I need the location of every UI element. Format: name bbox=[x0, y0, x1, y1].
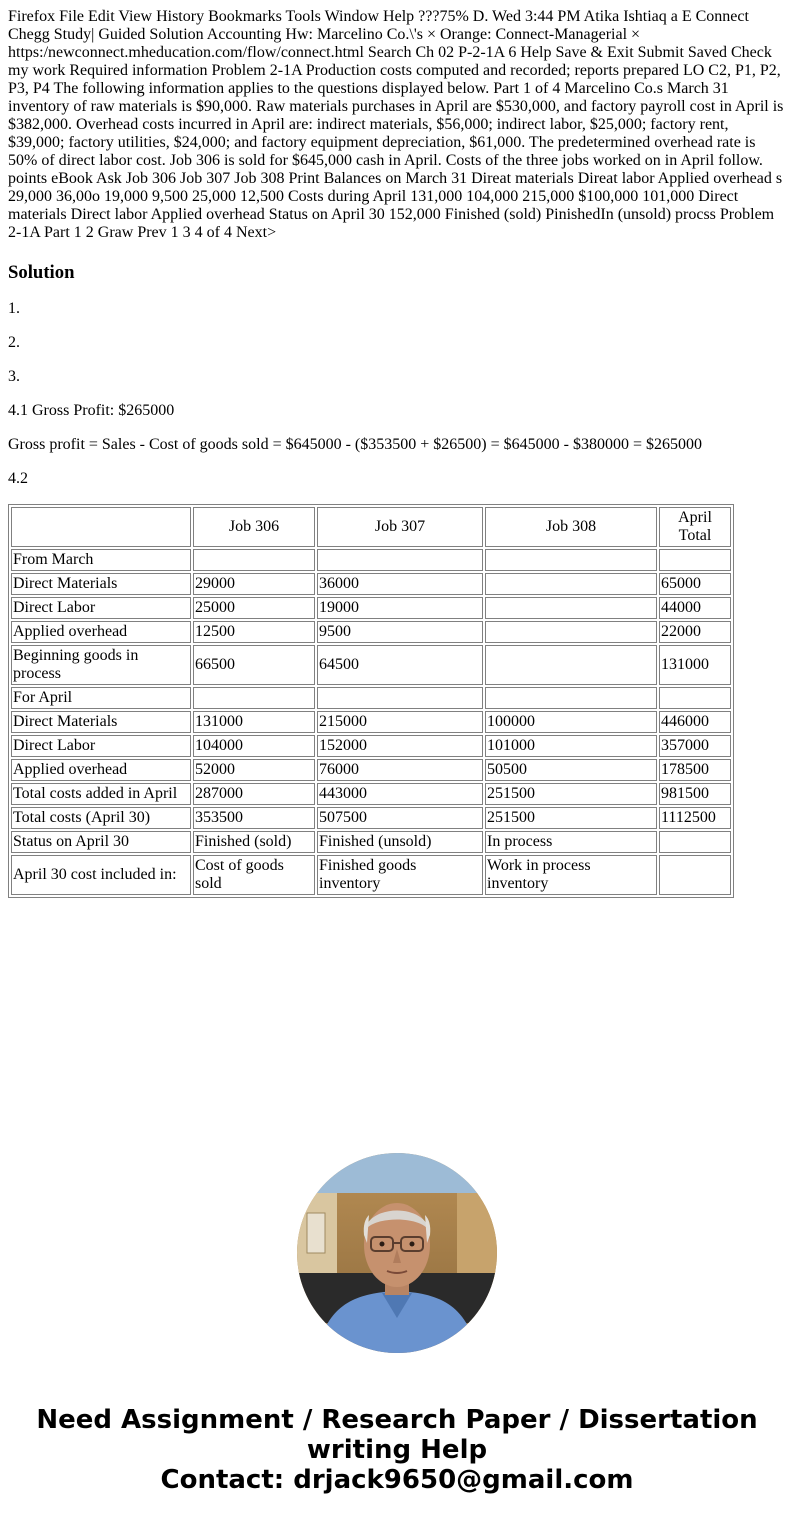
item-1: 1. bbox=[8, 300, 20, 317]
april-total-cell: 65000 bbox=[659, 573, 731, 595]
table-row bbox=[11, 573, 731, 595]
april-total-cell bbox=[659, 855, 731, 895]
april-total-cell: 446000 bbox=[659, 711, 731, 733]
row-label: Direct Materials bbox=[11, 711, 191, 733]
job-307-cell: 215000 bbox=[317, 711, 483, 733]
person-portrait-icon bbox=[297, 1153, 497, 1353]
row-label: For April bbox=[11, 687, 191, 709]
april-total-cell: 357000 bbox=[659, 735, 731, 757]
job-308-cell: 251500 bbox=[485, 783, 657, 805]
row-label: Total costs added in April bbox=[11, 783, 191, 805]
job-308-cell: 101000 bbox=[485, 735, 657, 757]
header-blank bbox=[11, 507, 191, 547]
job-306-cell: 29000 bbox=[193, 573, 315, 595]
job-306-cell: 12500 bbox=[193, 621, 315, 643]
row-label: Total costs (April 30) bbox=[11, 807, 191, 829]
header-job-307: Job 307 bbox=[317, 507, 483, 547]
table-row bbox=[11, 645, 731, 685]
april-total-cell: 44000 bbox=[659, 597, 731, 619]
job-cost-table bbox=[8, 504, 734, 898]
job-307-cell: 19000 bbox=[317, 597, 483, 619]
solution-heading: Solution bbox=[8, 262, 75, 283]
row-label: Applied overhead bbox=[11, 759, 191, 781]
job-308-cell bbox=[485, 597, 657, 619]
april-total-cell: 22000 bbox=[659, 621, 731, 643]
job-307-cell: 9500 bbox=[317, 621, 483, 643]
item-3: 3. bbox=[8, 368, 20, 385]
job-308-cell bbox=[485, 549, 657, 571]
row-label: Applied overhead bbox=[11, 621, 191, 643]
job-308-cell: Work in process inventory bbox=[485, 855, 657, 895]
job-306-cell: Finished (sold) bbox=[193, 831, 315, 853]
header-job-306: Job 306 bbox=[193, 507, 315, 547]
table-row bbox=[11, 855, 731, 895]
job-308-cell bbox=[485, 645, 657, 685]
april-total-cell bbox=[659, 831, 731, 853]
table-row bbox=[11, 621, 731, 643]
job-307-cell: 152000 bbox=[317, 735, 483, 757]
job-308-cell bbox=[485, 687, 657, 709]
avatar bbox=[297, 1153, 497, 1353]
row-label: From March bbox=[11, 549, 191, 571]
row-label: Direct Materials bbox=[11, 573, 191, 595]
table-row bbox=[11, 807, 731, 829]
job-308-cell: 251500 bbox=[485, 807, 657, 829]
page-content bbox=[8, 8, 786, 898]
table-row bbox=[11, 783, 731, 805]
job-306-cell: 52000 bbox=[193, 759, 315, 781]
footer-contact: Contact: drjack9650@gmail.com bbox=[160, 1465, 634, 1495]
april-total-cell: 981500 bbox=[659, 783, 731, 805]
footer-line-2: writing Help bbox=[306, 1435, 488, 1465]
job-307-cell: 443000 bbox=[317, 783, 483, 805]
table-row bbox=[11, 831, 731, 853]
job-306-cell: 104000 bbox=[193, 735, 315, 757]
april-total-cell: 1112500 bbox=[659, 807, 731, 829]
job-306-cell bbox=[193, 549, 315, 571]
table-row bbox=[11, 597, 731, 619]
table-header-row bbox=[11, 507, 731, 547]
job-308-cell: 100000 bbox=[485, 711, 657, 733]
april-total-cell bbox=[659, 687, 731, 709]
footer-line-1: Need Assignment / Research Paper / Dissertation bbox=[36, 1405, 758, 1435]
april-total-cell bbox=[659, 549, 731, 571]
gross-profit-formula: Gross profit = Sales - Cost of goods sold = $645000 - ($353500 + $26500) = $645000 - $380000 = $265000 bbox=[8, 436, 702, 453]
job-307-cell: 507500 bbox=[317, 807, 483, 829]
job-307-cell: 76000 bbox=[317, 759, 483, 781]
table-label: 4.2 bbox=[8, 470, 28, 487]
row-label: Beginning goods in process bbox=[11, 645, 191, 685]
header-job-308: Job 308 bbox=[485, 507, 657, 547]
row-label: Direct Labor bbox=[11, 597, 191, 619]
job-306-cell: 25000 bbox=[193, 597, 315, 619]
job-306-cell: Cost of goods sold bbox=[193, 855, 315, 895]
job-307-cell bbox=[317, 687, 483, 709]
job-306-cell: 66500 bbox=[193, 645, 315, 685]
job-306-cell bbox=[193, 687, 315, 709]
april-total-cell: 131000 bbox=[659, 645, 731, 685]
job-307-cell: 64500 bbox=[317, 645, 483, 685]
april-total-cell: 178500 bbox=[659, 759, 731, 781]
job-308-cell: In process bbox=[485, 831, 657, 853]
table-row bbox=[11, 759, 731, 781]
job-308-cell bbox=[485, 621, 657, 643]
table-row bbox=[11, 549, 731, 571]
job-306-cell: 353500 bbox=[193, 807, 315, 829]
job-308-cell: 50500 bbox=[485, 759, 657, 781]
question-text: Firefox File Edit View History Bookmarks Tools Window Help ???75% D. Wed 3:44 PM Atika Ishtiaq a E Connect Chegg Study| Guided Solution Accounting Hw: Marcelino Co.\'s × Orange: Connect-Managerial × https:/newconnect.mheducation.com/flow/connect.html Search Ch 02 P-2-1A 6 Help Save & Exit Submit Saved Check my work Required information Problem 2-1A Production costs computed and recorded; reports prepared LO C2, P1, P2, P3, P4 The following information applies to the questions displayed below. Part 1 of 4 Marcelino Co.s March 31 inventory of raw materials is $90,000. Raw materials purchases in April are $530,000, and factory payroll cost in April is $382,000. Overhead costs incurred in April are: indirect materials, $56,000; indirect labor, $25,000; factory rent, $39,000; factory utilities, $24,000; and factory equipment depreciation, $61,000. The predetermined overhead rate is 50% of direct labor cost. Job 306 is sold for $645,000 cash in April. Costs of the three jobs worked on in April follow. points eBook Ask Job 306 Job 307 Job 308 Print Balances on March 31 Direat materials Direat labor Applied overhead s 29,000 36,00o 19,000 9,500 25,000 12,500 Costs during April 131,000 104,000 215,000 $100,000 101,000 Direct materials Direct labor Applied overhead Status on April 30 152,000 Finished (sold) PinishedIn (unsold) procss Problem 2-1A Part 1 2 Graw Prev 1 3 4 of 4 Next> bbox=[8, 8, 784, 241]
item-2: 2. bbox=[8, 334, 20, 351]
header-april-total: April Total bbox=[659, 507, 731, 547]
table-row bbox=[11, 711, 731, 733]
gross-profit-title: 4.1 Gross Profit: $265000 bbox=[8, 402, 175, 419]
table-row bbox=[11, 687, 731, 709]
job-306-cell: 287000 bbox=[193, 783, 315, 805]
job-308-cell bbox=[485, 573, 657, 595]
job-307-cell: 36000 bbox=[317, 573, 483, 595]
row-label: Direct Labor bbox=[11, 735, 191, 757]
job-306-cell: 131000 bbox=[193, 711, 315, 733]
footer-promo bbox=[0, 1405, 794, 1495]
job-307-cell: Finished goods inventory bbox=[317, 855, 483, 895]
row-label: April 30 cost included in: bbox=[11, 855, 191, 895]
table-row bbox=[11, 735, 731, 757]
row-label: Status on April 30 bbox=[11, 831, 191, 853]
job-307-cell bbox=[317, 549, 483, 571]
job-307-cell: Finished (unsold) bbox=[317, 831, 483, 853]
